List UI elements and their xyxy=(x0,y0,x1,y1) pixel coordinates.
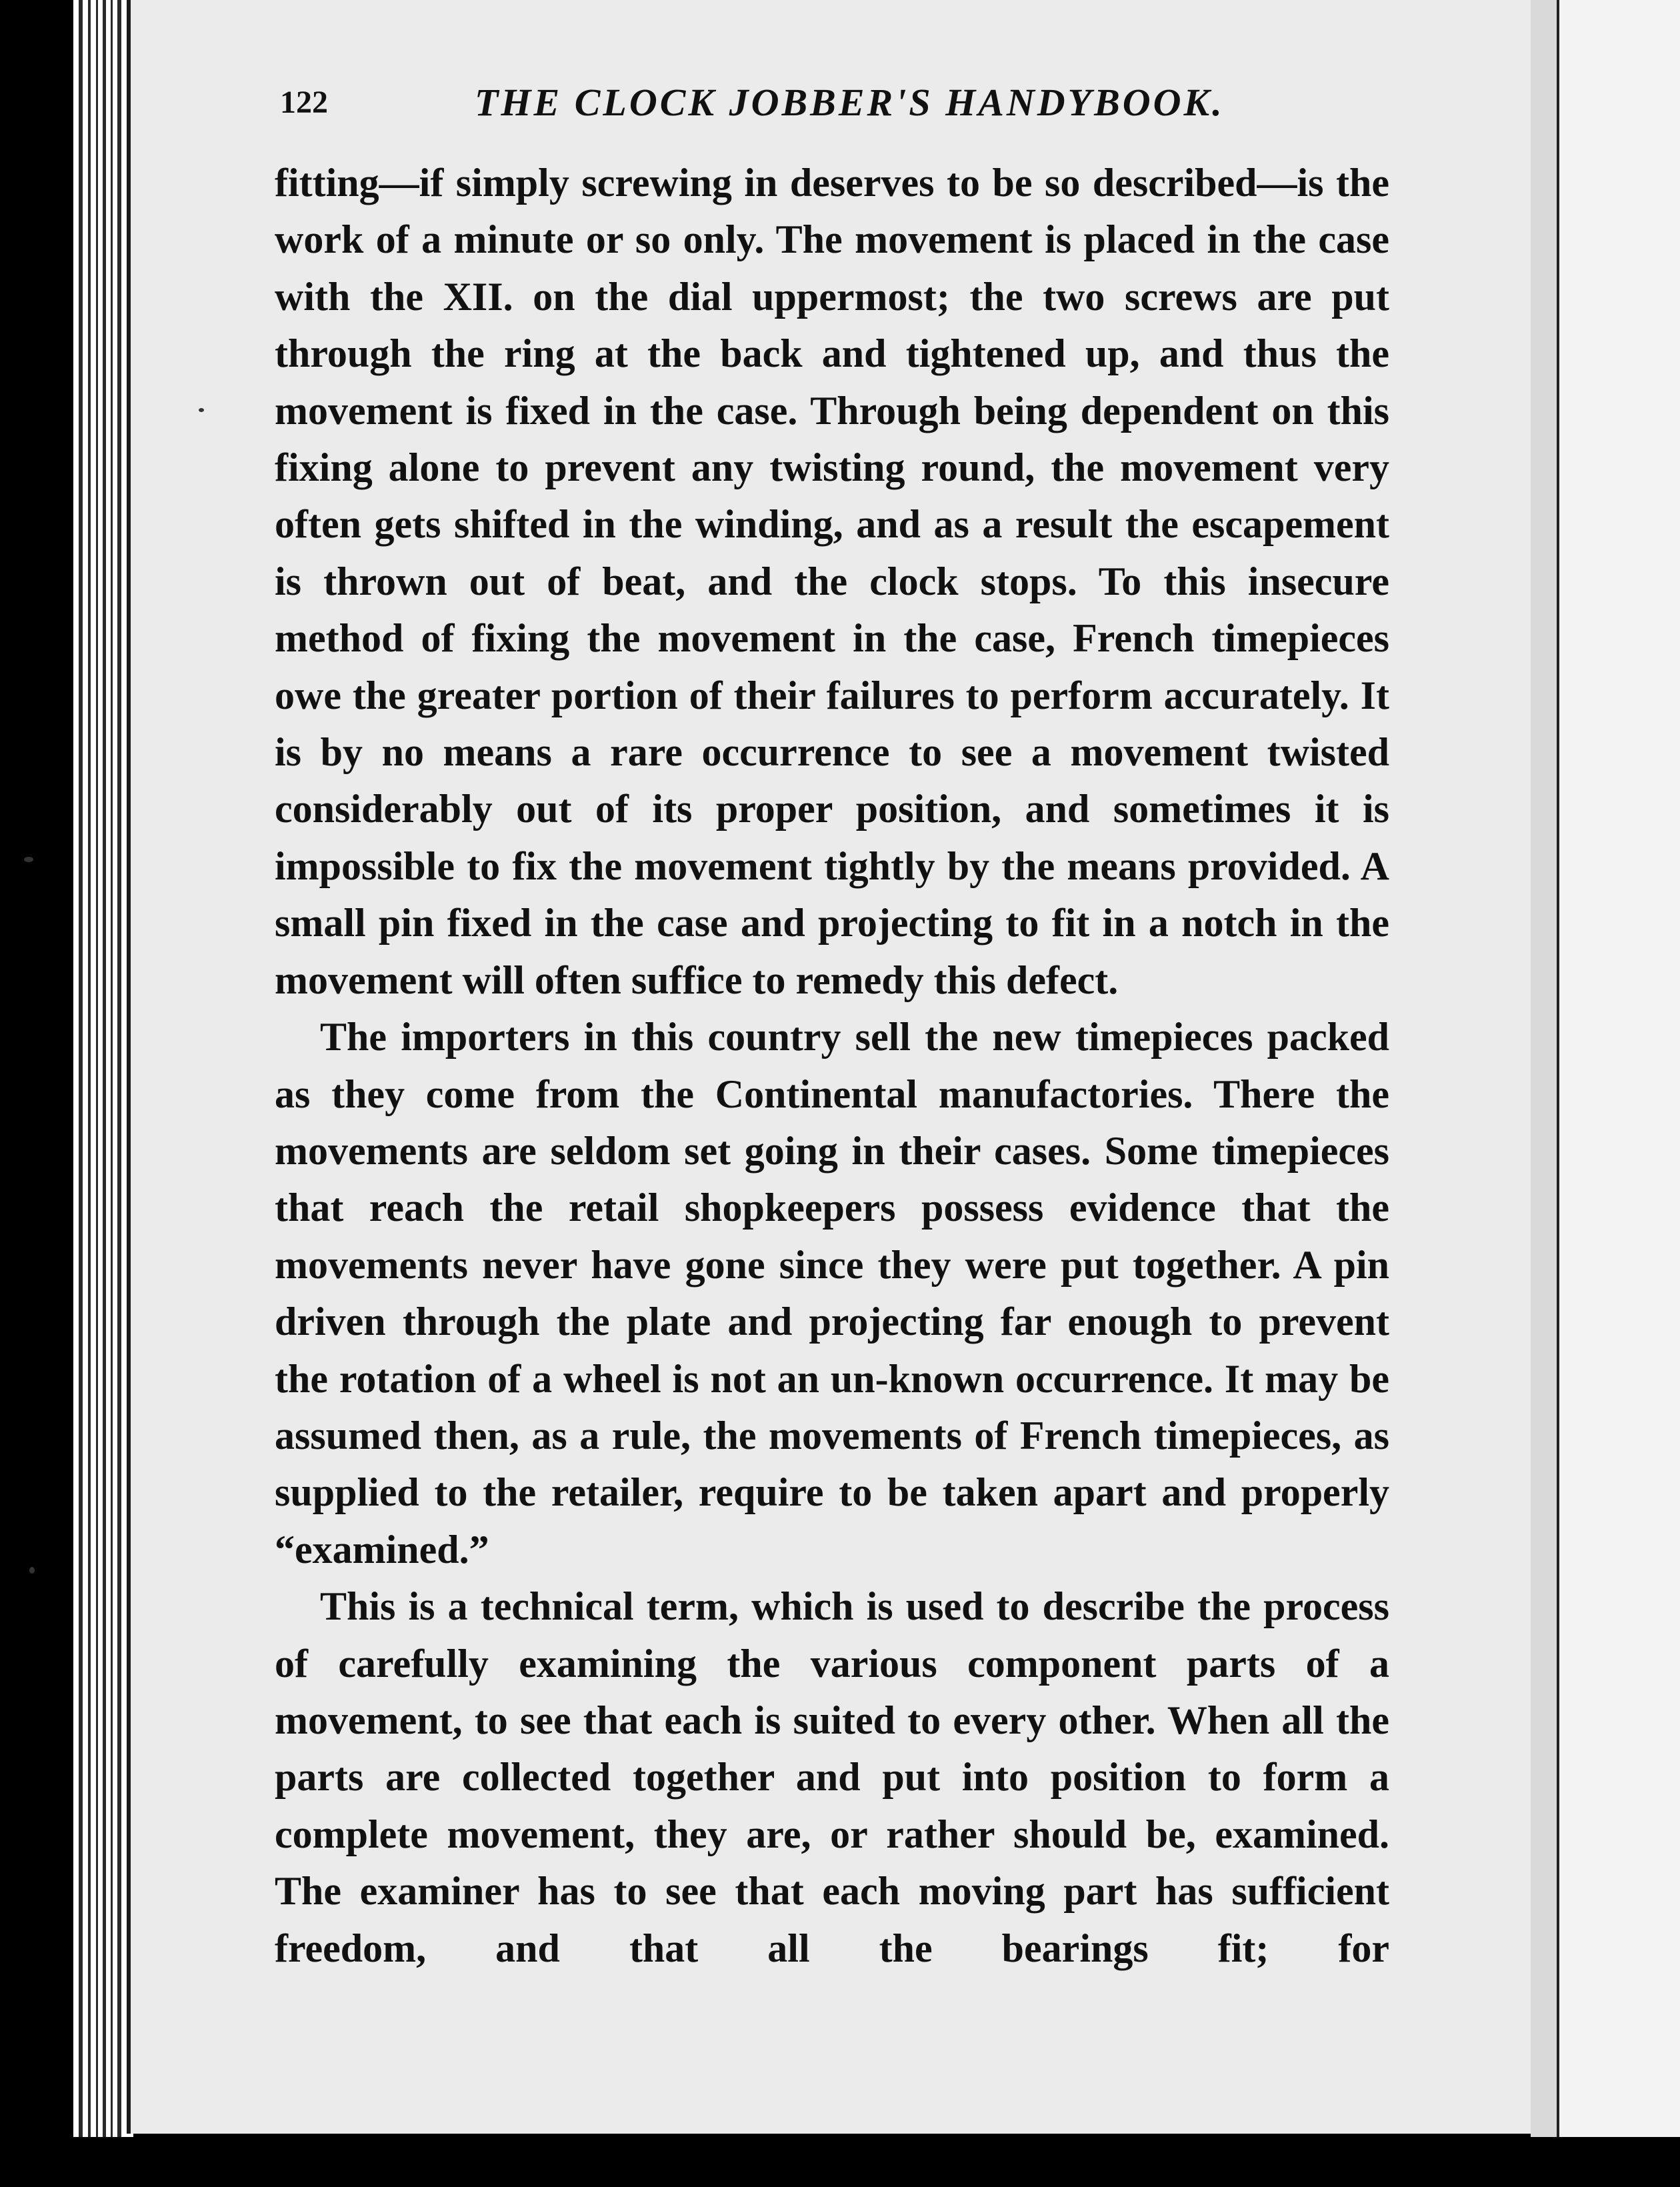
scan-bottom-border xyxy=(0,2137,1680,2187)
page-header xyxy=(280,80,1387,133)
paragraph-1: fitting—if simply screwing in deserves to be so described—is the work of a minute or so only. The movement is placed in the case with the XII. on the dial uppermost; the two screws are put through the ring at the back and tightened up, and thus the movement is fixed in the case. Through being dependent on this fixing alone to prevent any twisting round, the movement very often gets shifted in the winding, and as a result the escapement is thrown out of beat, and the clock stops. To this insecure method of fixing the movement in the case, French timepieces owe the greater portion of their failures to perform accurately. It is by no means a rare occurrence to see a movement twisted considerably out of its proper position, and sometimes it is impossible to fix the movement tightly by the means provided. A small pin fixed in the case and projecting to fit in a notch in the movement will often suffice to remedy this defect. xyxy=(275,161,1389,1002)
scan-speck xyxy=(29,1567,35,1574)
page-gutter xyxy=(1531,0,1557,2147)
running-title: THE CLOCK JOBBER'S HANDYBOOK. xyxy=(475,81,1225,124)
paragraph-2: The importers in this country sell the new timepieces packed as they come from the Continental manufactories. There the movements are seldom set going in their cases. Some timepieces that reach the retail shopkeepers possess evidence that the movements never have gone since they were put together. A pin driven through the plate and projecting far enough to prevent the rotation of a wheel is not an un-known occurrence. It may be assumed then, as a rule, the movements of French timepieces, as supplied to the retailer, require to be taken apart and properly “examined.” xyxy=(275,1015,1389,1572)
scan-speck xyxy=(24,857,33,862)
page-number: 122 xyxy=(280,85,328,120)
scan-speck xyxy=(199,408,204,412)
page-edge-leaves xyxy=(0,0,133,2147)
body-text xyxy=(275,155,1389,1977)
paragraph-3: This is a technical term, which is used to describe the process of carefully examining the various component parts of a movement, to see that each is suited to every other. When all the parts are collected together and put into position to form a complete movement, they are, or rather should be, examined. The examiner has to see that each moving part has sufficient freedom, and that all the bearings fit; for xyxy=(275,1584,1389,1970)
facing-page-edge xyxy=(1557,0,1680,2147)
